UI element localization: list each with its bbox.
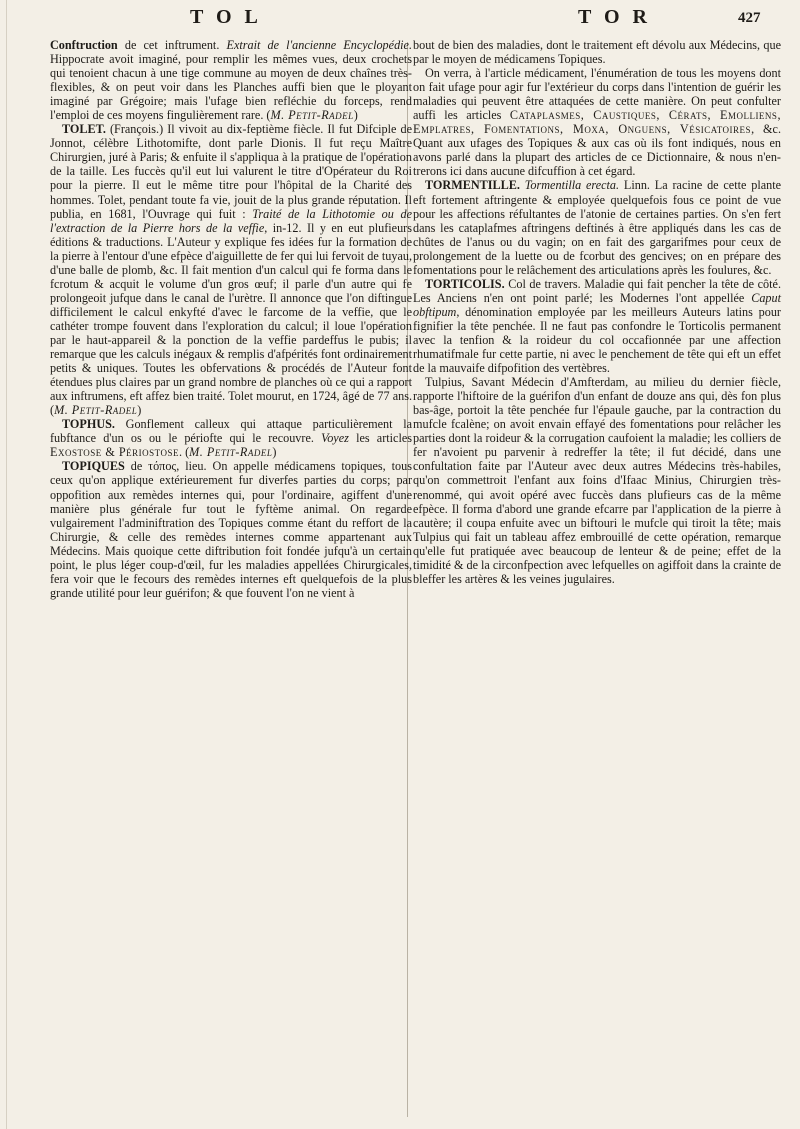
entry-text: Tulpius, Savant Médecin d'Amfterdam, au milieu du dernier fiècle, rapporte l'hiftoire de la guérifon d'un enfant de douze ans qui, dès fon plus bas-âge, portoit la tête penchée fur l'épaule gauche, par la contraction du mufcle fcalène; on avoit envain effayé des fomentations pour relâcher les parties dont la roideur & la corrugation caufoient la maladie; les colliers de fer n'avoient pu parvenir à redreffer la tête; il fut décidé, dans une confultation faite par l'Auteur avec deux autres Médecins très-habiles, qu'on commettroit l'enfant aux foins d'Ifaac Minius, Chirurgien très-renommé, qui avoit opéré avec fuccès dans plufieurs cas de la même efpèce. Il forma d'abord une grande efcarre par l'application de la pierre à cautère; il coupa enfuite avec un biftouri le mufcle qui tiroit la tête; mais Tulpius qui fait un tableau affez embrouillé de cette opération, remarque qu'elle fut pratiquée avec beaucoup de lenteur & de peine; effet de la timidité & de la circonfpection avec lefquelles on agiffoit dans la crainte de bleffer les artères & les veines jugulaires. (413, 375, 781, 586)
latin-name: Caput obftipum (413, 290, 781, 319)
entry-text: Col de travers. Maladie qui fait pencher la tête de côté. Les Anciens n'en ont point parlé; les Modernes l'ont appellée (413, 276, 781, 305)
entry-text: ) (272, 445, 277, 460)
headword: TOPIQUES (62, 459, 125, 474)
entry-text: Hippocrate avoit imaginé, pour remplir les mêmes vues, deux crochets qui tenoient chacun à une tige commune au moyen de deux chaînes très-flexibles, & on peut voir dans les Planches auffi bien que le ployant imaginé par Grégoire; mais l'ufage bien refléchie du forceps, rend l'emploi de ces moyens fingulièrement rare. ( (50, 52, 412, 123)
entry-text: ) (137, 403, 142, 418)
cross-references: Cataplasmes, Caustiques, Cérats, Emolliens, Emplatres, Fomentations, Moxa, Onguens, Vésicatoires (413, 108, 781, 137)
book-title: Traité de la Lithotomie ou de l'extraction de la Pierre hors de la veffie (50, 206, 412, 235)
entry-text: de τόπος, lieu. On appelle médicamens topiques, tous ceux qu'on applique extérieurement fur diverfes parties du corps; par oppofition aux remèdes internes qui, pour l'ordinaire, agiffent d'une manière plus générale fur tout le fyftème animal. On regarde vulgairement l'adminiftration des Topiques comme étant du reffort de la Chirurgie, & celle des remèdes internes comme appartenant aux Médecins. Mais quoique cette diftribution foit fondée jufqu'à un certain point, le plus léger coup-d'œil, fur les maladies appellées Chirurgicales, fera voir que le fecours des remèdes internes eft quelquefois de la plus grande utilité pour leur guérifon; & que fouvent l'on ne vient à (50, 459, 412, 600)
cross-references: Exostose & Périostose (50, 445, 179, 460)
page-edge-shadow (6, 0, 7, 1129)
headword: TOLET. (62, 122, 106, 137)
entry-tolet (50, 122, 412, 417)
entry-fragment-head: Conftruction (50, 38, 118, 52)
entry-text: On verra, à l'article médicament, l'énumération de tous les moyens dont on fait ufage pour agir fur l'extérieur du corps dans l'intention de guérir les maladies qui peuvent être attaquées de cette manière. On peut confulter auffi les articles (413, 66, 781, 123)
headword: TOPHUS. (62, 417, 115, 432)
entry-text: bout de bien des maladies, dont le traitement eft dévolu aux Médecins, que par le moyen de médicamens Topiques. (413, 38, 781, 67)
right-column (413, 38, 781, 586)
entry-text: Linn. La racine de cette plante eft fortement aftringente & employée quelquefois fous ce point de vue pour les affections réfultantes de l'atonie de certaines parties. On s'en fert dans les cataplafmes aftringens deftinés à être appliqués dans les cas de chûtes de l'anus ou du vagin; on en fait des gargarifmes pour ceux de prolongement de la luette ou de fcorbut des gencives; on en prépare des fomentations pour le relâchement des articulations après les foulures, &c. (413, 178, 782, 277)
entry-torticolis (413, 277, 781, 375)
entry-continuation (50, 38, 412, 122)
entry-text: Gonflement calleux qui attaque particulièrement la fubftance d'un os ou le périofte qui le recouvre. (50, 417, 412, 446)
author-credit: M. Petit-Radel (54, 403, 138, 418)
headword: TORMENTILLE. (425, 178, 520, 193)
entry-text: , dénomination employée par les meilleurs Auteurs latins pour fignifier la tête penchée. Il ne faut pas confondre le Torticolis permanent avec la tenfion & la roideur du col occafionnée par une affection rhumatifmale fur cette partie, ni avec le penchement de tête qui eft un effet de la mauvaife difpofition des vertèbres. (413, 304, 781, 376)
page-number: 427 (738, 10, 761, 26)
author-credit: M. Petit-Radel (189, 445, 273, 460)
entry-text: de cet inftrument. (117, 38, 227, 52)
running-head-left: T O L (190, 6, 262, 28)
source-note: Extrait de l'ancienne Encyclopédie. (226, 38, 412, 52)
author-credit: M. Petit-Radel (270, 108, 354, 123)
entry-topiques-paragraph (413, 66, 781, 178)
running-head-right: T O R (578, 6, 651, 28)
entry-text: , &c. Quant aux ufages des Topiques & aux cas où ils font indiqués, nous en avons parlé dans la plupart des articles de ce Dictionnaire, & nous n'en-trerons ici dans aucune difcuffion à cet égard. (413, 122, 781, 179)
entry-text: (François.) Il vivoit au dix-feptième fiècle. Il fut Difciple de Jonnot, célèbre Lithotomifte, dont parle Dionis. Il fut reçu Maître Chirurgien, juré à Paris; & enfuite il s'appliqua à la pratique de l'opération de la taille. Les fuccès qu'il eut lui valurent le titre d'Opérateur du Roi pour la pierre. Il eut le même titre pour l'hôpital de la Charité des hommes. Tolet, pendant toute fa vie, jouit de la plus grande réputation. Il publia, en 1681, l'Ouvrage qui fuit : (50, 122, 412, 221)
entry-tophus (50, 417, 412, 459)
see-also-label: Voyez (321, 431, 349, 446)
entry-text: , in-12. Il y en eut plufieurs éditions & traductions. L'Auteur y explique fes idées fur la formation de la pierre à l'entour d'une efpèce d'aiguillette de fer qui lui fervoit de tuyau, d'une balle de plomb, &c. Il fait mention d'un calcul qui fe forma dans le fcrotum & acquit le volume d'un gros œuf; il parle d'un autre qui fe prolongeoit jufque dans le canal de l'urètre. Il annonce que l'on diftingue difficilement le calcul enkyfté d'avec le farcome de la veffie, que le cathéter trompe fouvent dans l'exploration du calcul; il loue l'opération par le haut-appareil & la ponction de la veffie pardeffus le pubis; il remarque que les calculs inégaux & remplis d'afpérités font ordinairement petits & uniques. Toutes les obfervations & procédés de l'Auteur font étendues plus claires par un grand nombre de planches où ce qui a rapport aux inftrumens, eft affez bien traité. Tolet mourut, en 1724, âgé de 77 ans. ( (50, 220, 412, 418)
entry-topiques-continued (413, 38, 781, 66)
entry-tormentille (413, 178, 781, 276)
entry-topiques (50, 459, 412, 599)
latin-name: Tormentilla erecta. (519, 178, 620, 193)
entry-text: . ( (178, 445, 190, 460)
left-column (50, 38, 412, 600)
entry-text: ) (353, 108, 358, 123)
entry-torticolis-case (413, 375, 781, 586)
headword: TORTICOLIS. (425, 276, 505, 291)
entry-text: les articles (348, 431, 412, 446)
